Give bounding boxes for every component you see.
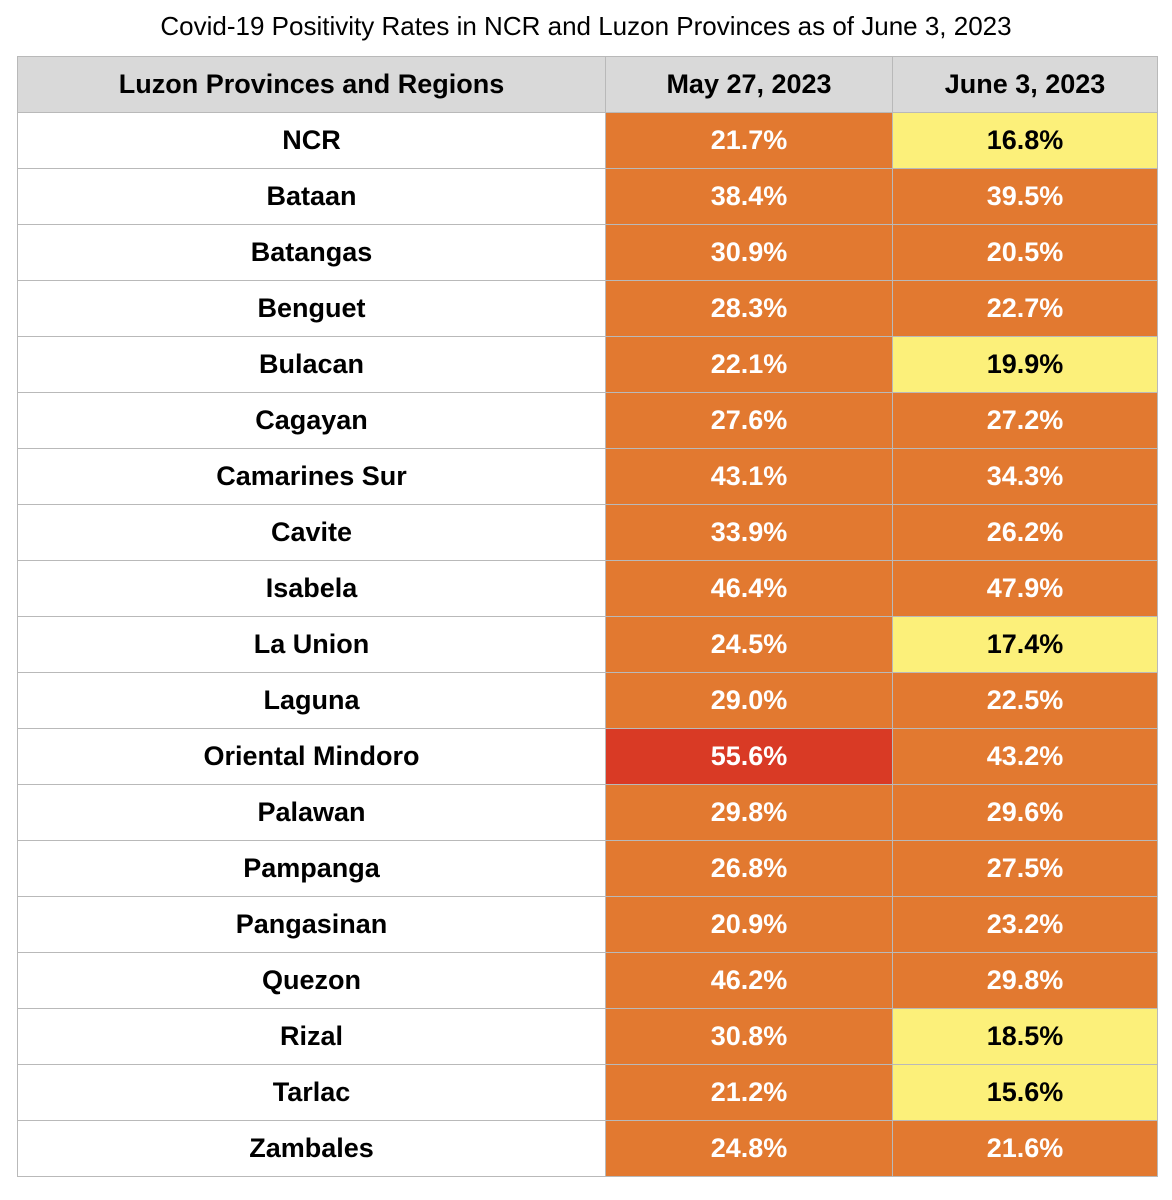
june-3-value-cell: 27.2% bbox=[893, 393, 1158, 449]
may-27-value-cell: 46.2% bbox=[606, 953, 893, 1009]
region-cell: Palawan bbox=[18, 785, 606, 841]
region-cell: Quezon bbox=[18, 953, 606, 1009]
table-row bbox=[18, 1121, 1158, 1177]
june-3-value-cell: 22.5% bbox=[893, 673, 1158, 729]
positivity-table bbox=[17, 56, 1158, 1177]
table-row bbox=[18, 729, 1158, 785]
table-row bbox=[18, 673, 1158, 729]
region-cell: Isabela bbox=[18, 561, 606, 617]
region-cell: Bulacan bbox=[18, 337, 606, 393]
region-cell: Cagayan bbox=[18, 393, 606, 449]
june-3-value-cell: 43.2% bbox=[893, 729, 1158, 785]
table-row bbox=[18, 113, 1158, 169]
region-cell: NCR bbox=[18, 113, 606, 169]
june-3-value-cell: 22.7% bbox=[893, 281, 1158, 337]
may-27-value-cell: 29.8% bbox=[606, 785, 893, 841]
june-3-value-cell: 23.2% bbox=[893, 897, 1158, 953]
table-row bbox=[18, 841, 1158, 897]
may-27-value-cell: 26.8% bbox=[606, 841, 893, 897]
region-cell: Batangas bbox=[18, 225, 606, 281]
table-row bbox=[18, 1065, 1158, 1121]
region-cell: La Union bbox=[18, 617, 606, 673]
table-row bbox=[18, 225, 1158, 281]
table-row bbox=[18, 337, 1158, 393]
june-3-value-cell: 21.6% bbox=[893, 1121, 1158, 1177]
region-cell: Rizal bbox=[18, 1009, 606, 1065]
table-row bbox=[18, 617, 1158, 673]
june-3-value-cell: 26.2% bbox=[893, 505, 1158, 561]
region-cell: Tarlac bbox=[18, 1065, 606, 1121]
table-row bbox=[18, 897, 1158, 953]
region-cell: Oriental Mindoro bbox=[18, 729, 606, 785]
may-27-value-cell: 33.9% bbox=[606, 505, 893, 561]
region-cell: Camarines Sur bbox=[18, 449, 606, 505]
column-header-region: Luzon Provinces and Regions bbox=[18, 57, 606, 113]
may-27-value-cell: 28.3% bbox=[606, 281, 893, 337]
table-row bbox=[18, 393, 1158, 449]
table-row bbox=[18, 1009, 1158, 1065]
may-27-value-cell: 22.1% bbox=[606, 337, 893, 393]
may-27-value-cell: 21.2% bbox=[606, 1065, 893, 1121]
june-3-value-cell: 19.9% bbox=[893, 337, 1158, 393]
may-27-value-cell: 43.1% bbox=[606, 449, 893, 505]
may-27-value-cell: 24.5% bbox=[606, 617, 893, 673]
table-row bbox=[18, 281, 1158, 337]
may-27-value-cell: 24.8% bbox=[606, 1121, 893, 1177]
may-27-value-cell: 21.7% bbox=[606, 113, 893, 169]
june-3-value-cell: 29.8% bbox=[893, 953, 1158, 1009]
june-3-value-cell: 16.8% bbox=[893, 113, 1158, 169]
may-27-value-cell: 30.8% bbox=[606, 1009, 893, 1065]
may-27-value-cell: 55.6% bbox=[606, 729, 893, 785]
region-cell: Cavite bbox=[18, 505, 606, 561]
table-row bbox=[18, 561, 1158, 617]
june-3-value-cell: 18.5% bbox=[893, 1009, 1158, 1065]
table-row bbox=[18, 953, 1158, 1009]
june-3-value-cell: 17.4% bbox=[893, 617, 1158, 673]
june-3-value-cell: 39.5% bbox=[893, 169, 1158, 225]
region-cell: Laguna bbox=[18, 673, 606, 729]
table-body bbox=[18, 113, 1158, 1177]
june-3-value-cell: 27.5% bbox=[893, 841, 1158, 897]
region-cell: Benguet bbox=[18, 281, 606, 337]
region-cell: Zambales bbox=[18, 1121, 606, 1177]
table-row bbox=[18, 169, 1158, 225]
may-27-value-cell: 38.4% bbox=[606, 169, 893, 225]
june-3-value-cell: 29.6% bbox=[893, 785, 1158, 841]
june-3-value-cell: 34.3% bbox=[893, 449, 1158, 505]
table-row bbox=[18, 449, 1158, 505]
region-cell: Pangasinan bbox=[18, 897, 606, 953]
chart-title: Covid-19 Positivity Rates in NCR and Luzon Provinces as of June 3, 2023 bbox=[160, 11, 1012, 41]
june-3-value-cell: 15.6% bbox=[893, 1065, 1158, 1121]
may-27-value-cell: 27.6% bbox=[606, 393, 893, 449]
column-header-may-27: May 27, 2023 bbox=[606, 57, 893, 113]
june-3-value-cell: 20.5% bbox=[893, 225, 1158, 281]
june-3-value-cell: 47.9% bbox=[893, 561, 1158, 617]
table-row bbox=[18, 785, 1158, 841]
may-27-value-cell: 29.0% bbox=[606, 673, 893, 729]
region-cell: Bataan bbox=[18, 169, 606, 225]
table-header-row bbox=[18, 57, 1158, 113]
column-header-june-3: June 3, 2023 bbox=[893, 57, 1158, 113]
may-27-value-cell: 30.9% bbox=[606, 225, 893, 281]
region-cell: Pampanga bbox=[18, 841, 606, 897]
table-row bbox=[18, 505, 1158, 561]
may-27-value-cell: 20.9% bbox=[606, 897, 893, 953]
may-27-value-cell: 46.4% bbox=[606, 561, 893, 617]
